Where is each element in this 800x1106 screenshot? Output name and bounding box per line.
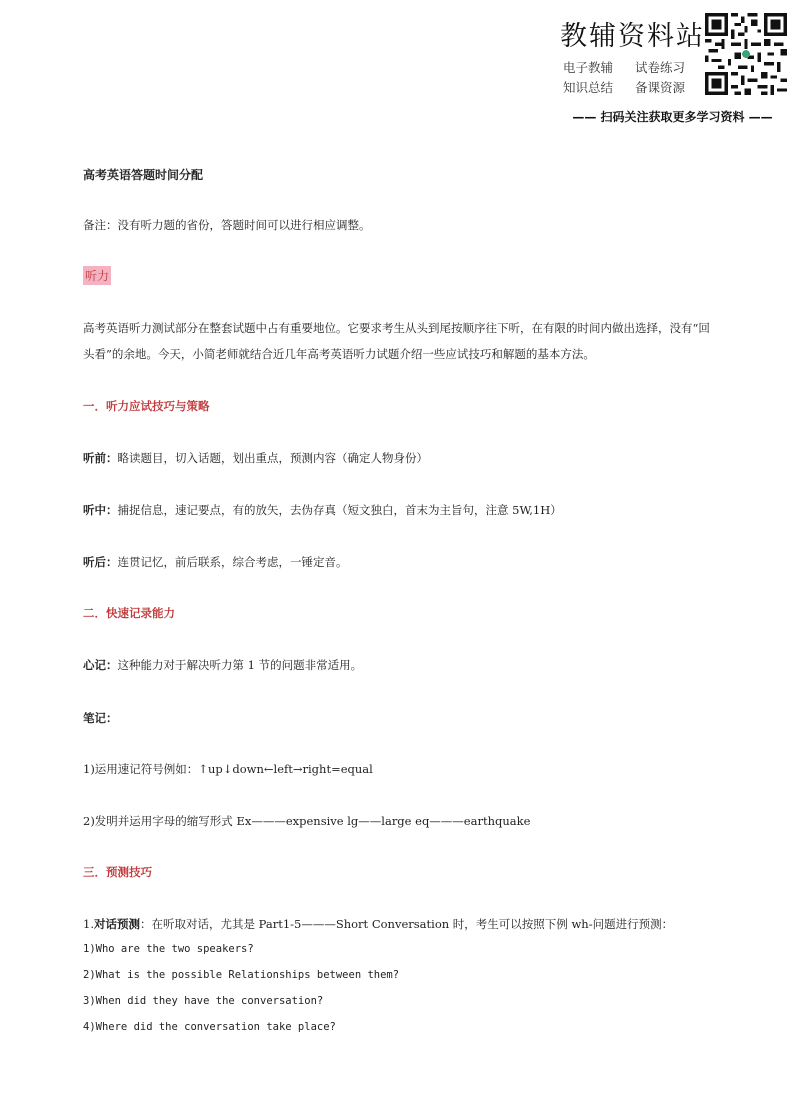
qr-code-icon [705, 13, 787, 95]
before-listening [83, 450, 428, 466]
dialogue-prediction [83, 916, 673, 932]
lead-prefix: 1. [83, 917, 94, 931]
scan-prompt: —— 扫码关注获取更多学习资料 —— [572, 110, 773, 124]
section-tag [83, 266, 111, 285]
question-item: 1)Who are the two speakers? [83, 943, 254, 955]
during-text: 捕捉信息，速记要点，有的放矢，去伪存真（短文独白，首末为主旨句，注意 5W,1H） [117, 503, 562, 517]
notes-label: 笔记： [83, 711, 118, 725]
lead-text: ：在听取对话，尤其是 Part1-5———Short Conversation 时，考生可以按照下例 wh-问题进行预测： [139, 917, 674, 931]
link-ebooks[interactable]: 电子教辅 [563, 60, 614, 75]
during-listening [83, 502, 562, 518]
during-label: 听中： [83, 503, 118, 517]
link-lesson-resources[interactable]: 备课资源 [635, 80, 686, 95]
link-knowledge[interactable]: 知识总结 [563, 80, 614, 95]
notes-item-2: 2)发明并运用字母的缩写形式 Ex———expensive lg——large eq———earthquake [83, 814, 531, 828]
lead-label: 对话预测 [93, 917, 140, 931]
after-text: 连贯记忆，前后联系，综合考虑，一锤定音。 [117, 555, 348, 569]
intro-paragraph: 高考英语听力测试部分在整套试题中占有重要地位。它要求考生从头到尾按顺序往下听，在有限的时间内做出选择，没有“回头看”的余地。今天，小简老师就结合近几年高考英语听力试题介绍一些应试技巧和解题的基本方法。 [83, 321, 710, 361]
section1-heading: 一．听力应试技巧与策略 [83, 399, 210, 413]
mind-memory [83, 657, 362, 673]
site-header [555, 8, 790, 128]
link-exams[interactable]: 试卷练习 [635, 60, 686, 75]
section3-heading: 三．预测技巧 [83, 865, 152, 879]
mind-text: 这种能力对于解决听力第 1 节的问题非常适用。 [117, 658, 363, 672]
question-item: 4)Where did the conversation take place? [83, 1021, 336, 1033]
page-title: 高考英语答题时间分配 [83, 168, 204, 182]
notes-item-1: 1)运用速记符号例如：↑up↓down←left→right=equal [83, 762, 373, 776]
question-item: 2)What is the possible Relationships between them? [83, 969, 400, 981]
listening-tag: 听力 [83, 266, 111, 285]
brand-name: 教辅资料站 [560, 21, 705, 52]
after-listening [83, 554, 348, 570]
note-text: 备注：没有听力题的省份，答题时间可以进行相应调整。 [83, 218, 371, 232]
mind-label: 心记： [83, 658, 118, 672]
question-item: 3)When did they have the conversation? [83, 995, 324, 1007]
section2-heading: 二．快速记录能力 [83, 606, 175, 620]
before-text: 略读题目，切入话题，划出重点，预测内容（确定人物身份） [117, 451, 428, 465]
before-label: 听前： [83, 451, 118, 465]
brand-links [563, 58, 693, 96]
after-label: 听后： [83, 555, 118, 569]
